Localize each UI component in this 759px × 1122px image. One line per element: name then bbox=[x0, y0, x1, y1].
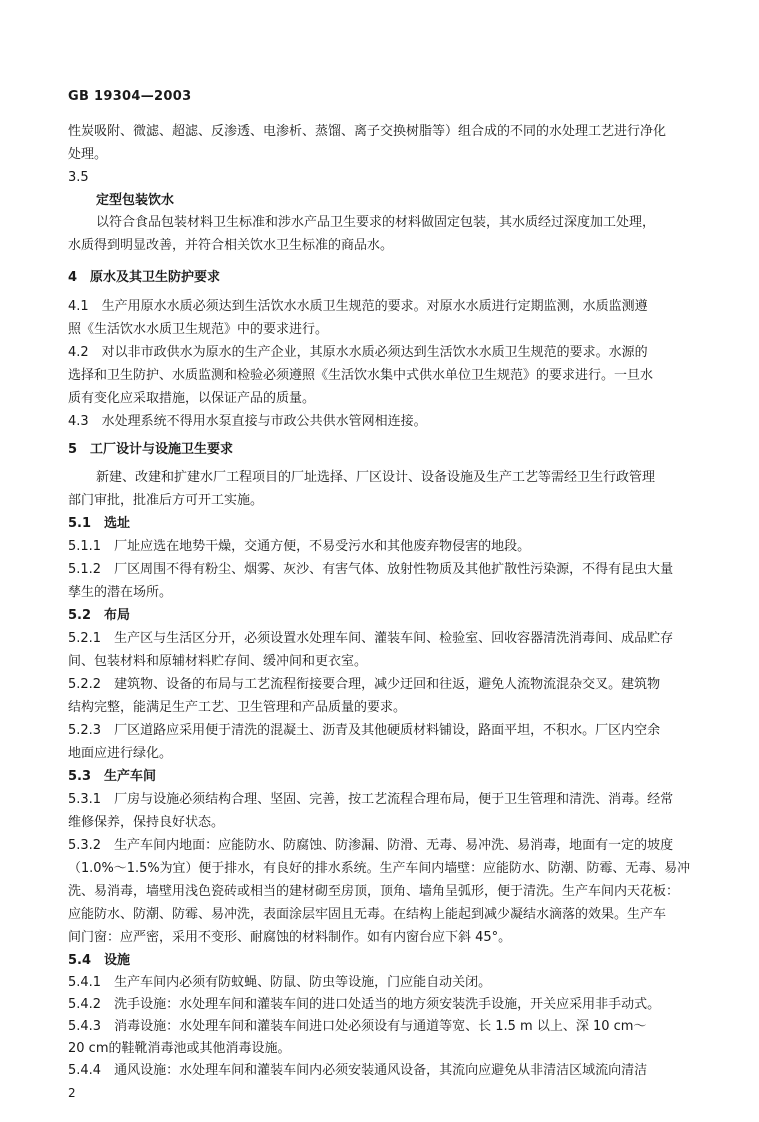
text-line: 结构完整，能满足生产工艺、卫生管理和产品质量的要求。 bbox=[68, 700, 407, 715]
text-line: 4.2 对以非市政供水为原水的生产企业，其原水水质必须达到生活饮水水质卫生规范的要求。水源的 bbox=[68, 345, 648, 360]
text-line: 性炭吸附、微滤、超滤、反渗透、电渗析、蒸馏、离子交换树脂等）组合成的不同的水处理工艺进行净化 bbox=[68, 124, 667, 139]
subsection-heading: 5.2 布局 bbox=[68, 608, 131, 623]
section-heading: 5 工厂设计与设施卫生要求 bbox=[68, 442, 234, 457]
subsection-heading: 5.1 选址 bbox=[68, 516, 131, 531]
text-line: 维修保养，保持良好状态。 bbox=[68, 815, 225, 830]
text-line: 间门窗：应严密，采用不变形、耐腐蚀的材料制作。如有内窗台应下斜 45°。 bbox=[68, 930, 512, 945]
text-line: 应能防水、防潮、防霉、易冲洗，表面涂层牢固且无毒。在结构上能起到减少凝结水滴落的效果。生产车 bbox=[68, 907, 667, 922]
text-line: 5.2.2 建筑物、设备的布局与工艺流程衔接要合理，减少迂回和往返，避免人流物流混杂交叉。建筑物 bbox=[68, 677, 661, 692]
text-line: 5.4.4 通风设施：水处理车间和灌装车间内必须安装通风设备，其流向应避免从非清洁区域流向清洁 bbox=[68, 1063, 648, 1078]
text-line: 间、包装材料和原辅材料贮存间、缓冲间和更衣室。 bbox=[68, 654, 368, 669]
page-number: 2 bbox=[68, 1086, 76, 1100]
text-line: 地面应进行绿化。 bbox=[68, 746, 173, 761]
text-line: 以符合食品包装材料卫生标准和涉水产品卫生要求的材料做固定包装，其水质经过深度加工处理， bbox=[96, 215, 656, 230]
subsection-heading: 5.3 生产车间 bbox=[68, 769, 157, 784]
text-line: 孳生的潜在场所。 bbox=[68, 585, 173, 600]
text-line: 4.3 水处理系统不得用水泵直接与市政公共供水管网相连接。 bbox=[68, 414, 427, 429]
text-line: 选择和卫生防护、水质监测和检验必须遵照《生活饮水集中式供水单位卫生规范》的要求进行。一旦水 bbox=[68, 368, 654, 383]
standard-code-header: GB 19304—2003 bbox=[68, 89, 192, 104]
text-line: 5.2.3 厂区道路应采用便于清洗的混凝土、沥青及其他硬质材料铺设，路面平坦，不积水。厂区内空余 bbox=[68, 723, 661, 738]
section-heading: 4 原水及其卫生防护要求 bbox=[68, 270, 221, 285]
text-line: 20 cm的鞋靴消毒池或其他消毒设施。 bbox=[68, 1041, 291, 1056]
text-line: 5.3.2 生产车间内地面：应能防水、防腐蚀、防渗漏、防滑、无毒、易冲洗、易消毒，地面有一定的坡度 bbox=[68, 838, 674, 853]
term-title: 定型包装饮水 bbox=[96, 193, 175, 208]
text-line: 4.1 生产用原水水质必须达到生活饮水水质卫生规范的要求。对原水水质进行定期监测，水质监测遵 bbox=[68, 299, 648, 314]
text-line: 5.4.2 洗手设施：水处理车间和灌装车间的进口处适当的地方须安装洗手设施，开关应采用非手动式。 bbox=[68, 997, 661, 1012]
text-line: 水质得到明显改善，并符合相关饮水卫生标准的商品水。 bbox=[68, 238, 394, 253]
text-line: 5.1.2 厂区周围不得有粉尘、烟雾、灰沙、有害气体、放射性物质及其他扩散性污染源，不得有昆虫大量 bbox=[68, 562, 674, 577]
text-line: 5.2.1 生产区与生活区分开，必须设置水处理车间、灌装车间、检验室、回收容器清洗消毒间、成品贮存 bbox=[68, 631, 674, 646]
text-line: 新建、改建和扩建水厂工程项目的厂址选择、厂区设计、设备设施及生产工艺等需经卫生行政管理 bbox=[96, 470, 656, 485]
text-line: 洗、易消毒，墙壁用浅色瓷砖或相当的建材砌至房顶，顶角、墙角呈弧形，便于清洗。生产车间内天花板： bbox=[68, 884, 680, 899]
clause-number: 3.5 bbox=[68, 170, 89, 185]
subsection-heading: 5.4 设施 bbox=[68, 953, 131, 968]
text-line: 处理。 bbox=[68, 147, 108, 162]
text-line: 部门审批，批准后方可开工实施。 bbox=[68, 493, 264, 508]
text-line: 5.4.3 消毒设施：水处理车间和灌装车间进口处必须设有与通道等宽、长 1.5 m 以上、深 10 cm～ bbox=[68, 1019, 647, 1034]
text-line: 5.1.1 厂址应选在地势干燥，交通方便，不易受污水和其他废弃物侵害的地段。 bbox=[68, 539, 531, 554]
text-line: 质有变化应采取措施，以保证产品的质量。 bbox=[68, 391, 316, 406]
text-line: （1.0%～1.5%为宜）便于排水，有良好的排水系统。生产车间内墙壁：应能防水、防潮、防霉、无毒、易冲 bbox=[68, 861, 691, 876]
text-line: 5.4.1 生产车间内必须有防蚊蝇、防鼠、防虫等设施，门应能自动关闭。 bbox=[68, 975, 492, 990]
text-line: 5.3.1 厂房与设施必须结构合理、坚固、完善，按工艺流程合理布局，便于卫生管理和清洗、消毒。经常 bbox=[68, 792, 674, 807]
text-line: 照《生活饮水水质卫生规范》中的要求进行。 bbox=[68, 322, 329, 337]
